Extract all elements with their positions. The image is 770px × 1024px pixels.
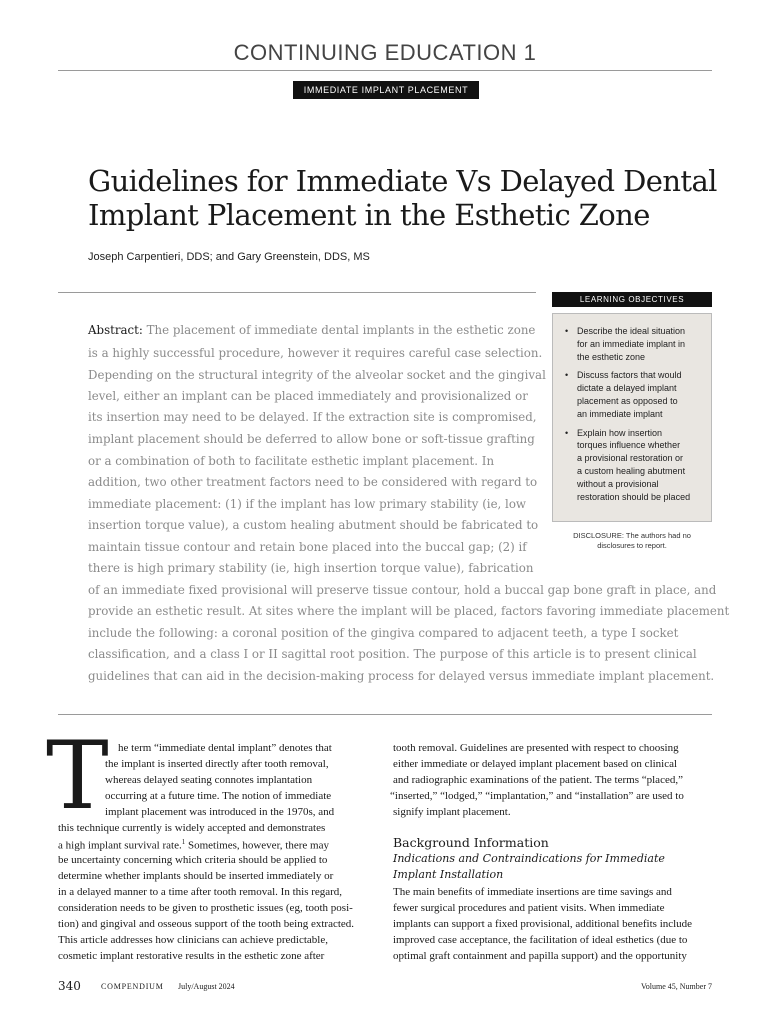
disclosure-line: disclosures to report. <box>597 541 667 550</box>
section-header: CONTINUING EDUCATION 1 <box>233 40 537 65</box>
objective-line: a custom healing abutment <box>577 465 686 476</box>
objective-line: for an immediate implant in <box>577 338 686 349</box>
topic-label: IMMEDIATE IMPLANT PLACEMENT <box>293 81 479 99</box>
abstract-line: provide an esthetic result. At sites where the implant will be placed, factors favoring immediate placement <box>88 604 730 618</box>
body-line: whereas delayed seating connotes implantation <box>105 774 313 786</box>
abstract-line: guidelines that can aid in the decision-making process for delayed versus immediate implant placement. <box>88 669 715 683</box>
body-line: signify implant placement. <box>393 806 511 818</box>
section-heading: Background Information <box>393 835 549 850</box>
objective-item <box>563 369 705 420</box>
body-line: in a delayed manner to a time after tooth removal. In this regard, <box>58 886 343 898</box>
objective-line: the esthetic zone <box>577 351 646 362</box>
abstract-line: classification, and a class I or II sagittal root position. The purpose of this article is to present clinical <box>88 647 697 661</box>
disclosure-note <box>556 531 708 551</box>
objective-line: a provisional restoration or <box>577 453 684 464</box>
body-line: implant placement was introduced in the 1970s, and <box>105 806 335 818</box>
abstract-line <box>88 323 535 337</box>
abstract-line: of an immediate fixed provisional will preserve tissue contour, hold a buccal gap bone graft in place, and <box>88 583 717 597</box>
body-line: and radiographic examinations of the patient. The terms “placed,” <box>393 774 683 786</box>
body-line: consideration needs to be given to prosthetic issues (eg, tooth posi- <box>58 902 353 914</box>
objective-line: restoration should be placed <box>577 491 691 502</box>
objective-line: dictate a delayed implant <box>577 383 677 394</box>
body-line: he term “immediate dental implant” denotes that <box>118 742 332 754</box>
body-line: This article addresses how clinicians can achieve predictable, <box>58 934 328 946</box>
abstract-line: there is high primary stability (ie, high insertion torque value), fabrication <box>88 561 534 575</box>
header-divider <box>58 70 712 71</box>
title-line: Implant Placement in the Esthetic Zone <box>88 198 650 232</box>
body-line: this technique currently is widely accepted and demonstrates <box>58 822 326 834</box>
body-divider <box>58 714 712 715</box>
abstract-line: implant placement should be deferred to allow bone or soft-tissue grafting <box>88 432 535 446</box>
body-line: determine whether implants should be inserted immediately or <box>58 870 334 882</box>
body-line: be uncertainty concerning which criteria should be applied to <box>58 854 328 866</box>
body-line <box>58 838 329 852</box>
volume-info: Volume 45, Number 7 <box>641 982 712 991</box>
author-line: Joseph Carpentieri, DDS; and Gary Greenstein, DDS, MS <box>88 251 370 263</box>
body-text: a high implant survival rate. <box>58 839 182 852</box>
abstract-line: Depending on the structural integrity of the alveolar socket and the gingival <box>88 368 546 382</box>
body-line: tooth removal. Guidelines are presented with respect to choosing <box>393 742 679 754</box>
issue-date: July/August 2024 <box>178 982 235 991</box>
abstract-line: maintain tissue contour and retain bone placed into the buccal gap; (2) if <box>88 540 527 554</box>
journal-name: COMPENDIUM <box>101 982 164 991</box>
abstract-divider <box>58 292 536 293</box>
drop-cap: T <box>46 722 109 831</box>
objective-line: placement as opposed to <box>577 395 678 406</box>
body-line: tion) and gingival and osseous support of the tooth being extracted. <box>58 918 355 930</box>
abstract-line: include the following: a coronal position of the gingiva compared to adjacent teeth, a type I socket <box>88 626 679 640</box>
abstract-line: immediate placement: (1) if the implant has low primary stability (ie, low <box>88 497 527 511</box>
abstract-text: The placement of immediate dental implants in the esthetic zone <box>142 323 536 337</box>
objective-item <box>563 427 705 504</box>
subheading-line: Implant Installation <box>393 868 504 881</box>
abstract-line: is a highly successful procedure, however it requires careful case selection. <box>88 346 543 360</box>
abstract-label: Abstract: <box>88 323 143 337</box>
abstract-line: its insertion may need to be delayed. If the extraction site is compromised, <box>88 410 537 424</box>
body-line: fewer surgical procedures and patient visits. When immediate <box>393 902 665 914</box>
objective-line: • Describe the ideal situation <box>577 326 686 336</box>
abstract-line: addition, two other treatment factors need to be considered with regard to <box>88 475 538 489</box>
abstract-line: or a combination of both to facilitate esthetic implant placement. In <box>88 454 495 468</box>
body-line: improved case acceptance, the facilitation of ideal esthetics (due to <box>393 934 688 946</box>
reference-marker[interactable]: 1 <box>181 838 186 846</box>
body-line: optimal graft containment and papilla support) and the opportunity <box>393 950 687 962</box>
body-line: occurring at a future time. The notion of immediate <box>105 790 332 802</box>
page-number: 340 <box>58 979 81 993</box>
abstract-line: insertion torque value), a custom healing abutment should be fabricated to <box>88 518 539 532</box>
objective-item <box>563 325 705 363</box>
body-line: either immediate or delayed implant placement based on clinical <box>393 758 678 770</box>
body-line: cosmetic implant restorative results in the esthetic zone after <box>58 950 325 962</box>
disclosure-line: DISCLOSURE: The authors had no <box>573 531 691 540</box>
title-line: Guidelines for Immediate Vs Delayed Dental <box>88 164 717 198</box>
learning-objectives-label: LEARNING OBJECTIVES <box>552 292 712 307</box>
article-title <box>88 164 728 232</box>
objective-line: • Explain how insertion <box>577 427 663 438</box>
body-line: the implant is inserted directly after tooth removal, <box>105 758 329 770</box>
objective-line: torques influence whether <box>577 440 681 451</box>
body-line: implants can support a fixed provisional, additional benefits include <box>393 918 693 930</box>
body-line: The main benefits of immediate insertions are time savings and <box>393 886 672 898</box>
objective-line: without a provisional <box>577 478 659 489</box>
learning-objectives-list <box>563 325 705 509</box>
abstract-line: level, either an implant can be placed immediately and provisionalized or <box>88 389 528 403</box>
subheading-line: Indications and Contraindications for Immediate <box>393 852 665 865</box>
objective-line: an immediate implant <box>577 408 663 419</box>
body-text: Sometimes, however, there may <box>185 839 329 852</box>
body-line: “inserted,” “lodged,” “implantation,” and “installation” are used to <box>390 790 684 802</box>
objective-line: • Discuss factors that would <box>577 370 682 381</box>
